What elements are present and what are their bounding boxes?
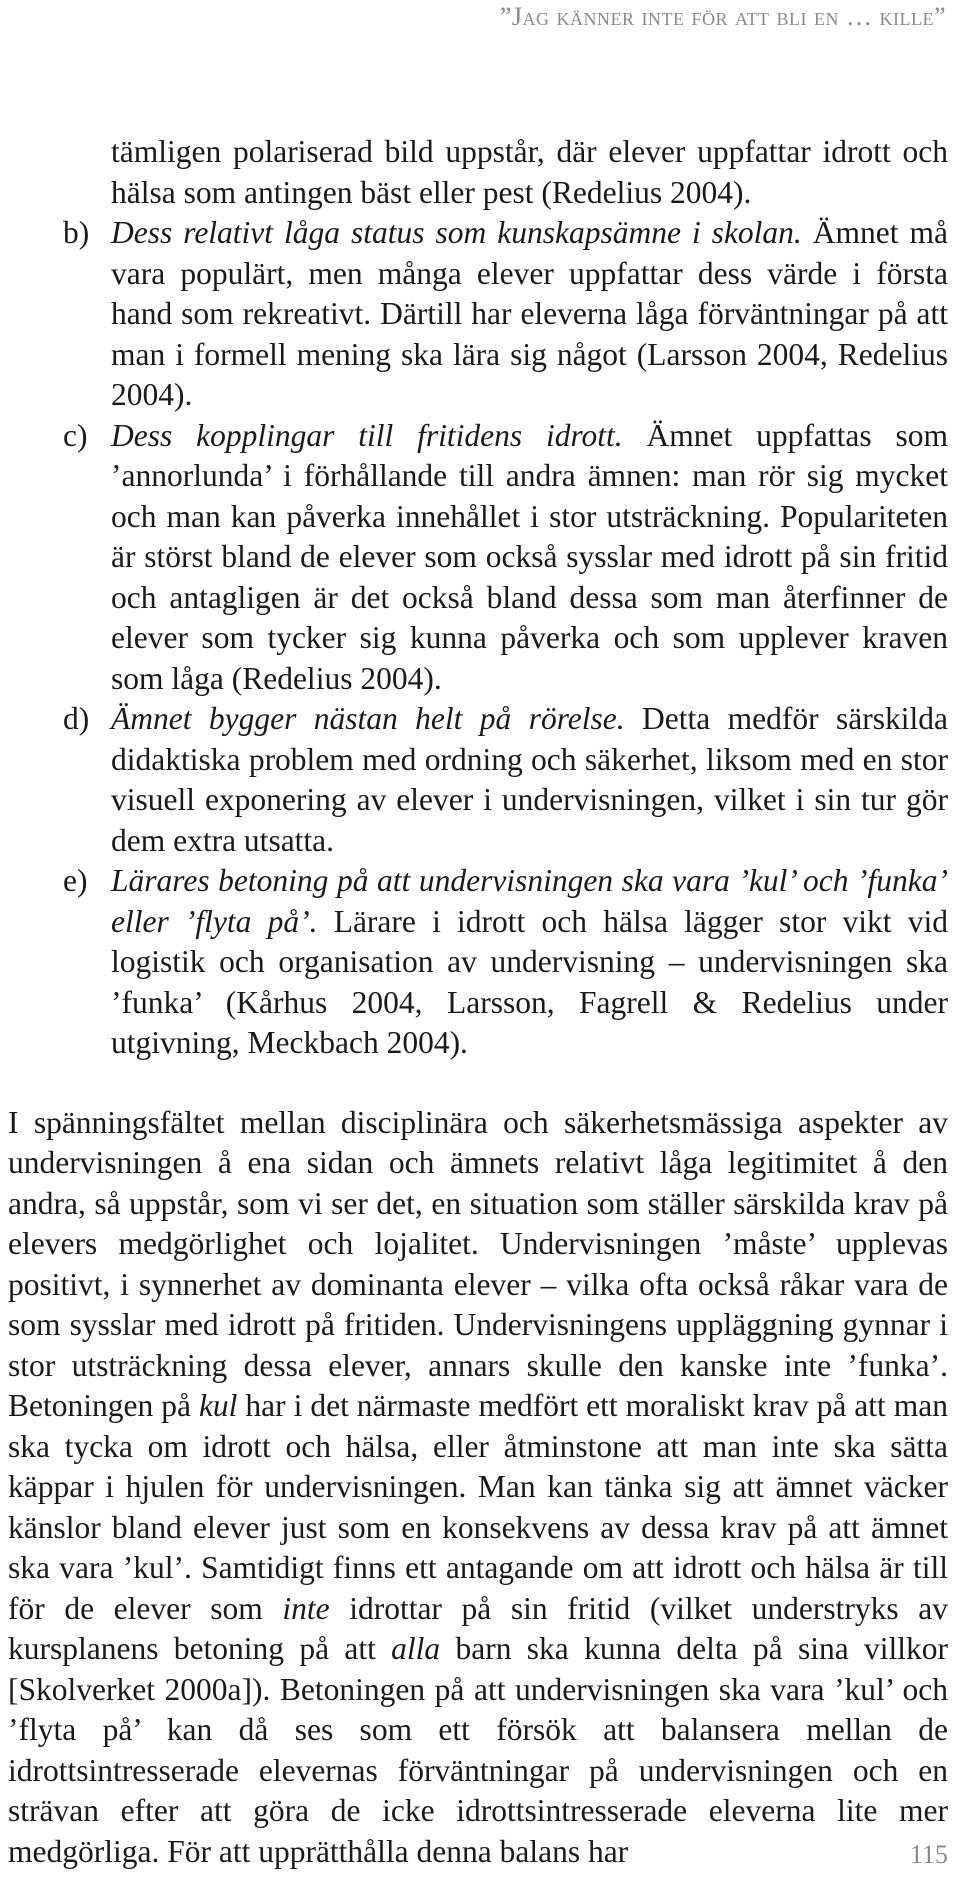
list-marker: d) [63,701,90,736]
item-title: Ämnet bygger nästan helt på rörelse. [111,701,625,736]
list-marker: e) [63,863,88,898]
paragraph-text-3: idrottar på sin fritid (vilket understryks av kursplanens betoning på att [8,1590,948,1666]
body-paragraph [8,1103,948,1873]
item-text: Lärare i idrott och hälsa lägger stor vikt vid logistik och organisation av undervisning – undervisningen ska ’funka’ (Kårhus 2004, Larsson, Fagrell & Redelius under utgivning, Meckbach 2004). [111,903,948,1060]
emphasis-kul: kul [198,1388,238,1423]
emphasis-alla: alla [391,1631,441,1666]
paragraph-text-1: I spänningsfältet mellan disciplinära och säkerhetsmässiga aspekter av undervisningen å ena sidan och ämnets relativt låga legitimitet å den andra, så uppstår, som vi ser det, en situation som ställer särskilda krav på elevers medgörlighet och lojalitet. Undervisningen ’måste’ upplevas positivt, i synnerhet av dominanta elever – vilka ofta också råkar vara de som sysslar med idrott på fritiden. Undervisningens uppläggning gynnar i stor utsträckning dessa elever, annars skulle den kanske inte ’funka’. Betoningen på [8,1104,948,1423]
emphasis-inte: inte [282,1590,330,1626]
item-text: Ämnet uppfattas som ’annorlunda’ i förhållande till andra ämnen: man rör sig mycket och man kan påverka innehållet i stor utsträckning. Populariteten är störst bland de elever som också sysslar med idrott på sin fritid och antagligen är det också bland dessa som man återfinner de elever som tycker sig kunna påverka och som upplever kraven som låga (Redelius 2004). [111,417,948,696]
item-title: Lärares betoning på att undervisningen ska vara ’kul’ och ’funka’ eller ’flyta på’. [111,863,948,939]
running-head: ”Jag känner inte för att bli en … kille” [499,2,946,31]
list-marker: b) [63,215,90,250]
continuation-text: tämligen polariserad bild uppstår, där elever uppfattar idrott och hälsa som antingen bäst eller pest (Redelius 2004). [111,134,948,210]
item-title: Dess kopplingar till fritidens idrott. [111,417,623,453]
list-item-e [8,861,948,1064]
item-title: Dess relativt låga status som kunskapsämne i skolan. [111,215,802,250]
list-item-b [8,213,948,416]
item-text: Ämnet må vara populärt, men många elever uppfattar dess värde i första hand som rekreativt. Därtill har eleverna låga förväntningar på att man i formell mening ska lära sig något (Larsson 2004, Redelius 2004). [111,215,948,412]
paragraph-text-2: har i det närmaste medfört ett moraliskt krav på att man ska tycka om idrott och hälsa, eller åtminstone att man inte ska sätta käppar i hjulen för undervisningen. Man kan tänka sig att ämnet väcker känslor bland elever just som en konsekvens av dessa krav på att ämnet ska vara ’kul’. Samtidigt finns ett antagande om att idrott och hälsa är till för de elever som [8,1388,948,1626]
list-item-c [8,416,948,700]
paragraph-text-4: barn ska kunna delta på sina villkor [Skolverket 2000a]). Betoningen på att undervisningen ska vara ’kul’ och ’flyta på’ kan då ses som ett försök att balansera mellan de idrottsintresserade elevernas förväntningar på undervisningen och en strävan efter att göra de icke idrottsintresserade eleverna lite mer medgörliga. För att upprätthålla denna balans har [8,1631,948,1869]
page-body [8,132,948,1872]
item-text: Detta medför särskilda didaktiska problem med ordning och säkerhet, liksom med en stor visuell exponering av elever i undervisningen, vilket i sin tur gör dem extra utsatta. [111,701,948,858]
factor-list [8,213,948,1064]
list-marker: c) [63,417,88,453]
list-item-d [8,699,948,861]
list-continuation [8,132,948,213]
page-number: 115 [909,1840,948,1869]
